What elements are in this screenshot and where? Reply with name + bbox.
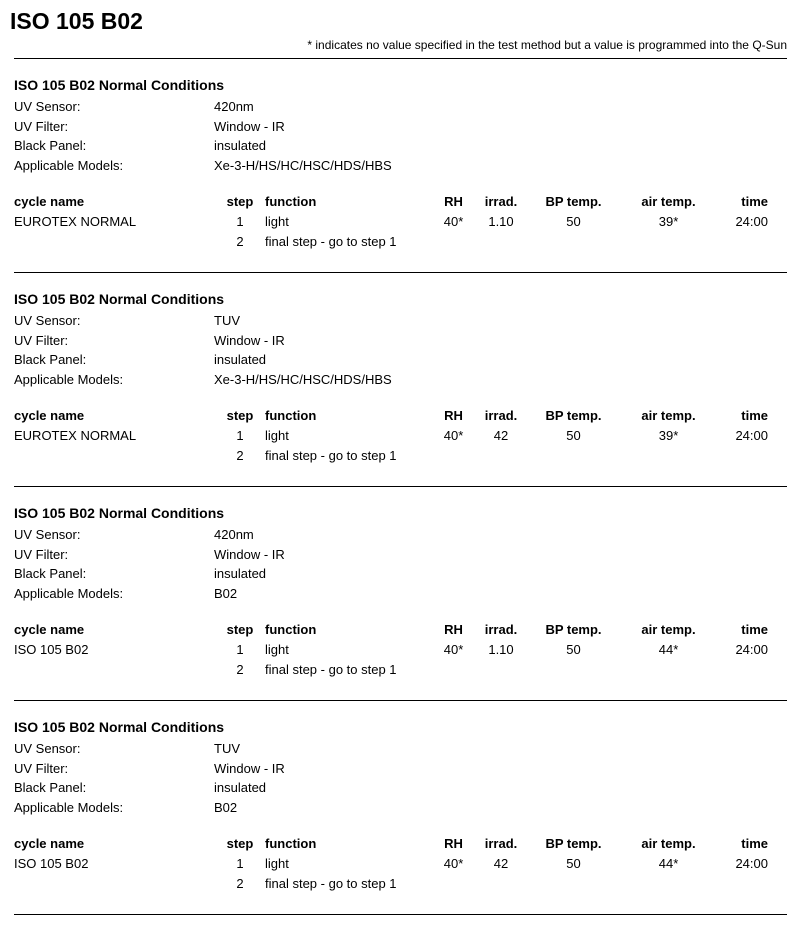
cell-rh: 40* — [443, 214, 464, 229]
field-label: Black Panel: — [14, 352, 87, 367]
cell-bp-temp: 50 — [566, 856, 581, 871]
field-label: UV Sensor: — [14, 741, 81, 756]
col-header-air-temp: air temp. — [641, 194, 696, 209]
cell-time: 24:00 — [735, 214, 768, 229]
field-label: UV Filter: — [14, 760, 69, 776]
cell-irrad — [476, 874, 526, 894]
cell-irrad — [476, 446, 526, 466]
section-heading: ISO 105 B02 Normal Conditions — [14, 291, 225, 307]
cycle-table — [14, 406, 787, 466]
cell-function: light — [265, 856, 289, 871]
field-row-uv-sensor — [14, 311, 787, 331]
col-header-rh: RH — [444, 622, 463, 637]
col-header-cycle-name: cycle name — [14, 408, 85, 423]
field-label: Applicable Models: — [14, 371, 124, 387]
cell-bp-temp — [526, 446, 621, 466]
field-row-black-panel — [14, 778, 787, 798]
cell-cycle-name: EUROTEX NORMAL — [14, 428, 137, 443]
cell-air-temp — [621, 660, 716, 680]
field-row-uv-sensor — [14, 97, 787, 117]
field-value: insulated — [214, 780, 267, 795]
cell-bp-temp — [526, 232, 621, 252]
field-value: insulated — [214, 138, 267, 153]
cell-function: final step - go to step 1 — [265, 876, 397, 891]
table-row — [14, 426, 787, 446]
col-header-bp-temp: BP temp. — [545, 836, 602, 851]
col-header-step: step — [226, 194, 254, 209]
cell-cycle-name: ISO 105 B02 — [14, 856, 89, 871]
cell-air-temp: 39* — [658, 428, 679, 443]
cell-bp-temp — [526, 874, 621, 894]
table-row — [14, 854, 787, 874]
col-header-function: function — [265, 408, 317, 423]
cell-step: 2 — [236, 234, 244, 249]
cell-time — [716, 446, 787, 466]
cycle-table — [14, 620, 787, 680]
cell-irrad: 42 — [493, 856, 509, 871]
col-header-air-temp: air temp. — [641, 836, 696, 851]
cell-time — [716, 232, 787, 252]
cycle-table — [14, 834, 787, 894]
page-title: ISO 105 B02 — [10, 8, 143, 34]
col-header-rh: RH — [444, 194, 463, 209]
cell-function: final step - go to step 1 — [265, 234, 397, 249]
asterisk-note: * indicates no value specified in the test method but a value is programmed into the Q-Sun — [307, 38, 787, 52]
cell-air-temp — [621, 232, 716, 252]
cell-irrad: 1.10 — [488, 642, 514, 657]
cell-step: 2 — [236, 662, 244, 677]
field-row-applicable-models — [14, 798, 787, 818]
field-value: Window - IR — [214, 760, 285, 776]
col-header-rh: RH — [444, 836, 463, 851]
field-label: Black Panel: — [14, 566, 87, 581]
cell-step: 1 — [236, 428, 244, 443]
cell-step: 2 — [236, 876, 244, 891]
cell-bp-temp — [526, 660, 621, 680]
cell-bp-temp: 50 — [566, 428, 581, 443]
field-value: B02 — [214, 799, 238, 815]
field-row-uv-filter — [14, 545, 787, 565]
col-header-rh: RH — [444, 408, 463, 423]
table-row — [14, 212, 787, 232]
table-row — [14, 446, 787, 466]
section-heading: ISO 105 B02 Normal Conditions — [14, 77, 225, 93]
section-heading: ISO 105 B02 Normal Conditions — [14, 505, 225, 521]
cell-air-temp: 39* — [658, 214, 679, 229]
col-header-function: function — [265, 836, 317, 851]
field-label: Applicable Models: — [14, 799, 124, 815]
field-row-black-panel — [14, 350, 787, 370]
table-header-row — [14, 834, 787, 854]
field-value: TUV — [214, 313, 240, 328]
cell-irrad — [476, 660, 526, 680]
cell-air-temp — [621, 874, 716, 894]
col-header-function: function — [265, 194, 317, 209]
field-value: B02 — [214, 585, 238, 601]
cell-step: 1 — [236, 214, 244, 229]
col-header-step: step — [226, 408, 254, 423]
col-header-time: time — [741, 622, 768, 637]
field-row-uv-filter — [14, 759, 787, 779]
cell-function: final step - go to step 1 — [265, 662, 397, 677]
field-label: UV Sensor: — [14, 99, 81, 114]
field-label: Black Panel: — [14, 138, 87, 153]
col-header-irrad: irrad. — [484, 622, 518, 637]
field-row-applicable-models — [14, 156, 787, 176]
col-header-time: time — [741, 408, 768, 423]
cell-rh: 40* — [443, 428, 464, 443]
cell-bp-temp: 50 — [566, 214, 581, 229]
field-row-applicable-models — [14, 584, 787, 604]
cell-rh: 40* — [443, 642, 464, 657]
table-row — [14, 874, 787, 894]
col-header-time: time — [741, 194, 768, 209]
field-row-uv-sensor — [14, 525, 787, 545]
field-label: Applicable Models: — [14, 157, 124, 173]
cell-time: 24:00 — [735, 428, 768, 443]
field-row-black-panel — [14, 136, 787, 156]
cell-function: final step - go to step 1 — [265, 448, 397, 463]
field-label: UV Filter: — [14, 118, 69, 134]
col-header-step: step — [226, 836, 254, 851]
cell-function: light — [265, 428, 289, 443]
field-label: Black Panel: — [14, 780, 87, 795]
cell-rh — [431, 446, 476, 466]
cell-cycle-name — [14, 446, 219, 466]
field-row-applicable-models — [14, 370, 787, 390]
col-header-bp-temp: BP temp. — [545, 408, 602, 423]
cell-time: 24:00 — [735, 642, 768, 657]
col-header-irrad: irrad. — [484, 408, 518, 423]
field-label: UV Sensor: — [14, 527, 81, 542]
cell-air-temp: 44* — [658, 642, 679, 657]
field-value: 420nm — [214, 527, 254, 542]
cell-step: 1 — [236, 642, 244, 657]
cell-cycle-name: ISO 105 B02 — [14, 642, 89, 657]
col-header-cycle-name: cycle name — [14, 194, 85, 209]
cell-cycle-name — [14, 874, 219, 894]
cell-step: 2 — [236, 448, 244, 463]
col-header-function: function — [265, 622, 317, 637]
cell-time — [716, 660, 787, 680]
col-header-cycle-name: cycle name — [14, 622, 85, 637]
cell-time — [716, 874, 787, 894]
field-value: TUV — [214, 741, 240, 756]
field-label: UV Filter: — [14, 546, 69, 562]
col-header-cycle-name: cycle name — [14, 836, 85, 851]
table-row — [14, 660, 787, 680]
condition-section — [14, 273, 787, 487]
cell-cycle-name: EUROTEX NORMAL — [14, 214, 137, 229]
field-value: insulated — [214, 566, 267, 581]
table-row — [14, 232, 787, 252]
col-header-irrad: irrad. — [484, 836, 518, 851]
col-header-bp-temp: BP temp. — [545, 194, 602, 209]
col-header-time: time — [741, 836, 768, 851]
cell-air-temp: 44* — [658, 856, 679, 871]
col-header-step: step — [226, 622, 254, 637]
field-row-uv-filter — [14, 331, 787, 351]
col-header-irrad: irrad. — [484, 194, 518, 209]
condition-section — [14, 487, 787, 701]
field-label: UV Sensor: — [14, 313, 81, 328]
field-value: Window - IR — [214, 118, 285, 134]
cell-rh — [431, 660, 476, 680]
field-label: Applicable Models: — [14, 585, 124, 601]
field-label: UV Filter: — [14, 332, 69, 348]
cell-irrad: 1.10 — [488, 214, 514, 229]
field-value: Window - IR — [214, 332, 285, 348]
col-header-bp-temp: BP temp. — [545, 622, 602, 637]
field-row-uv-sensor — [14, 739, 787, 759]
condition-section — [14, 701, 787, 915]
cell-function: light — [265, 642, 289, 657]
col-header-air-temp: air temp. — [641, 408, 696, 423]
cell-step: 1 — [236, 856, 244, 871]
cell-cycle-name — [14, 232, 219, 252]
cell-rh: 40* — [443, 856, 464, 871]
field-value: insulated — [214, 352, 267, 367]
cell-irrad — [476, 232, 526, 252]
table-header-row — [14, 406, 787, 426]
cell-time: 24:00 — [735, 856, 768, 871]
condition-section — [14, 59, 787, 273]
cell-rh — [431, 874, 476, 894]
cell-bp-temp: 50 — [566, 642, 581, 657]
cell-air-temp — [621, 446, 716, 466]
cell-cycle-name — [14, 660, 219, 680]
cell-rh — [431, 232, 476, 252]
field-row-uv-filter — [14, 117, 787, 137]
field-value: Xe-3-H/HS/HC/HSC/HDS/HBS — [214, 371, 392, 387]
section-heading: ISO 105 B02 Normal Conditions — [14, 719, 225, 735]
table-header-row — [14, 620, 787, 640]
cycle-table — [14, 192, 787, 252]
cell-irrad: 42 — [493, 428, 509, 443]
field-value: Window - IR — [214, 546, 285, 562]
cell-function: light — [265, 214, 289, 229]
table-header-row — [14, 192, 787, 212]
table-row — [14, 640, 787, 660]
field-value: 420nm — [214, 99, 254, 114]
field-row-black-panel — [14, 564, 787, 584]
field-value: Xe-3-H/HS/HC/HSC/HDS/HBS — [214, 157, 392, 173]
col-header-air-temp: air temp. — [641, 622, 696, 637]
